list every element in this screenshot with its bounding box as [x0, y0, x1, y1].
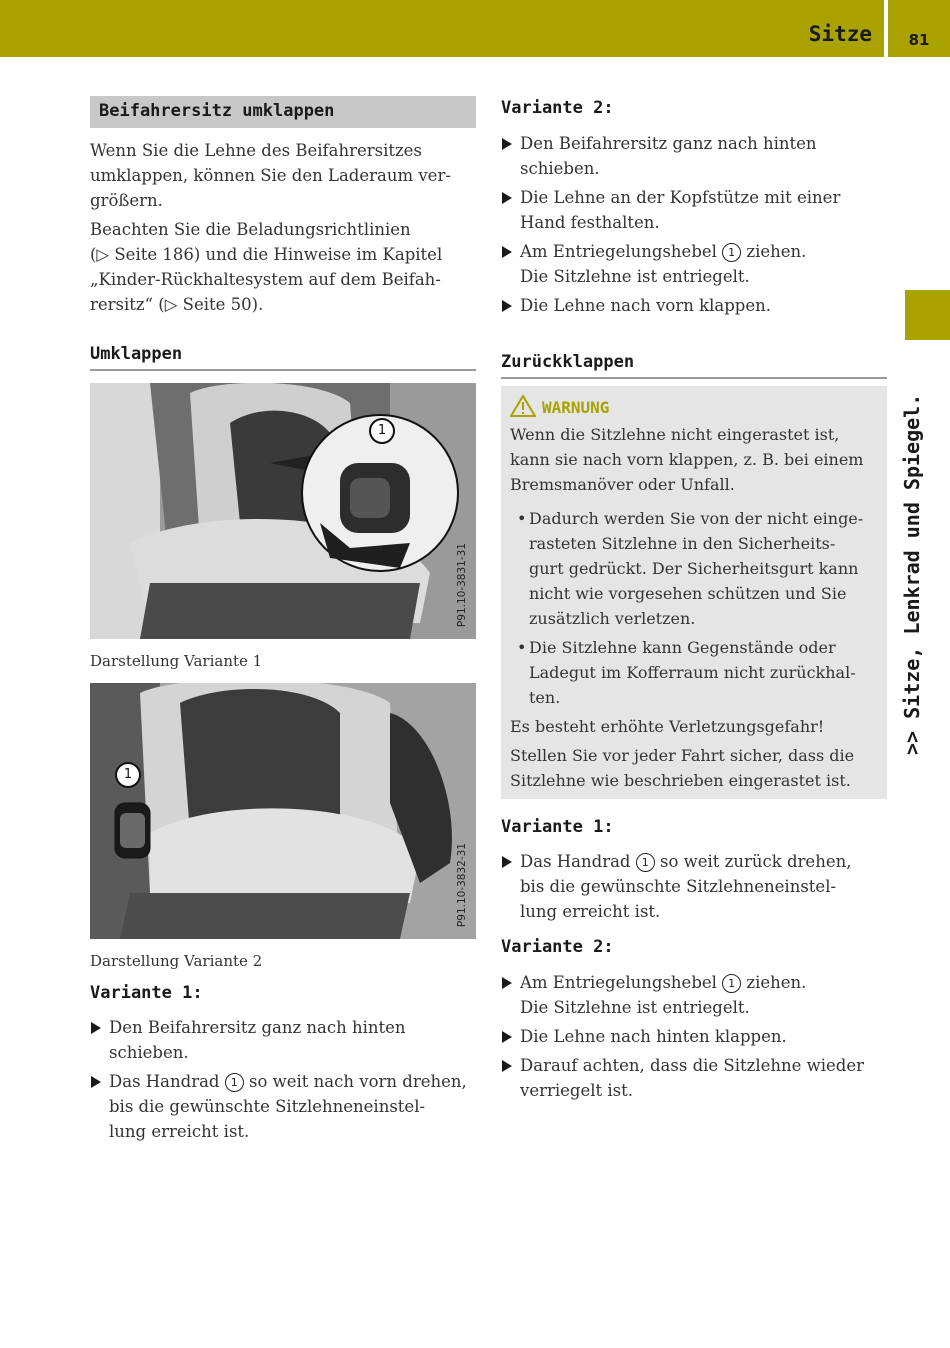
instruction-step	[501, 185, 887, 235]
step-text: schieben.	[520, 159, 600, 178]
step-text: Das Handrad	[109, 1072, 225, 1091]
step-text: bis die gewünschte Sitzlehneneinstel-	[520, 877, 837, 896]
warning-line: ten.	[529, 688, 561, 707]
intro-line: größern.	[90, 191, 163, 210]
step-text: Darauf achten, dass die Sitzlehne wieder	[520, 1056, 865, 1075]
step-text: schieben.	[109, 1043, 189, 1062]
variant-1-steps	[90, 1015, 476, 1144]
warning-line: Die Sitzlehne kann Gegenstände oder	[529, 638, 836, 657]
callout-number: 1	[225, 1073, 244, 1092]
instruction-step	[90, 1069, 476, 1144]
figure-1-caption: Darstellung Variante 1	[90, 652, 263, 670]
seat-illustration	[90, 683, 476, 939]
warning-line: Wenn die Sitzlehne nicht eingerastet ist,	[510, 425, 840, 444]
callout-1-marker: 1	[369, 418, 395, 444]
step-text: Hand festhalten.	[520, 213, 660, 232]
warning-risk: Es besteht erhöhte Verletzungsgefahr!	[510, 717, 825, 736]
arrow-bullet-icon	[91, 1022, 101, 1034]
variant-2-steps	[501, 131, 887, 318]
step-text: lung erreicht ist.	[109, 1122, 250, 1141]
step-text: Die Lehne an der Kopfstütze mit einer	[520, 188, 841, 207]
warning-header	[510, 395, 609, 417]
figure-code: P91.10-3832-31	[456, 843, 468, 928]
warning-line: Ladegut im Kofferraum nicht zurückhal-	[529, 663, 856, 682]
step-text: Am Entriegelungshebel	[520, 242, 723, 261]
intro-line: (▷ Seite 186) und die Hinweise im Kapitel	[90, 245, 443, 264]
arrow-bullet-icon	[502, 246, 512, 258]
variant-2-heading: Variante 2:	[501, 98, 614, 118]
step-text: bis die gewünschte Sitzlehneneinstel-	[109, 1097, 426, 1116]
back-variant-1-heading: Variante 1:	[501, 817, 614, 837]
figure-code: P91.10-3831-31	[456, 543, 468, 628]
warning-line: Bremsmanöver oder Unfall.	[510, 475, 735, 494]
figure-2-caption: Darstellung Variante 2	[90, 952, 263, 970]
warning-triangle-icon	[510, 395, 536, 417]
chapter-title: Sitze	[808, 22, 872, 46]
warning-line: Stellen Sie vor jeder Fahrt sicher, dass die	[510, 746, 855, 765]
back-variant-1-steps	[501, 849, 887, 924]
step-text: Die Lehne nach hinten klappen.	[520, 1027, 787, 1046]
arrow-bullet-icon	[502, 856, 512, 868]
heading-rule	[90, 369, 476, 371]
instruction-step	[501, 131, 887, 181]
warning-line: kann sie nach vorn klappen, z. B. bei einem	[510, 450, 864, 469]
side-chapter-label: >> Sitze, Lenkrad und Spiegel.	[900, 393, 924, 755]
step-text: so weit nach vorn drehen,	[243, 1072, 467, 1091]
arrow-bullet-icon	[502, 192, 512, 204]
instruction-step	[90, 1015, 476, 1065]
step-text: lung erreicht ist.	[520, 902, 661, 921]
step-text: Die Sitzlehne ist entriegelt.	[520, 998, 750, 1017]
back-variant-2-steps	[501, 970, 887, 1103]
warning-body	[510, 422, 882, 793]
side-thumb-tab	[905, 290, 950, 340]
warning-line: Dadurch werden Sie von der nicht einge-	[529, 509, 864, 528]
arrow-bullet-icon	[502, 300, 512, 312]
umklappen-heading-block	[90, 344, 476, 371]
warning-title: WARNUNG	[542, 398, 610, 417]
instruction-step	[501, 1053, 887, 1103]
step-text: ziehen.	[741, 973, 807, 992]
instruction-step	[501, 239, 887, 289]
zurueckklappen-heading-block	[501, 352, 887, 379]
step-text: Den Beifahrersitz ganz nach hinten	[520, 134, 817, 153]
step-text: Am Entriegelungshebel	[520, 973, 723, 992]
seat-photo-variant-2	[90, 683, 476, 939]
intro-paragraph	[90, 138, 476, 317]
warning-line: zusätzlich verletzen.	[529, 609, 696, 628]
bullet-dot: •	[517, 509, 527, 528]
arrow-bullet-icon	[502, 138, 512, 150]
callout-1-marker: 1	[115, 762, 141, 788]
callout-number: 1	[636, 853, 655, 872]
step-text: Das Handrad	[520, 852, 636, 871]
warning-line: gurt gedrückt. Der Sicherheitsgurt kann	[529, 559, 859, 578]
callout-number: 1	[722, 243, 741, 262]
back-variant-2-heading: Variante 2:	[501, 937, 614, 957]
warning-bullet	[510, 635, 882, 710]
step-text: so weit zurück drehen,	[654, 852, 852, 871]
seat-illustration	[90, 383, 476, 639]
bullet-dot: •	[517, 638, 527, 657]
step-text: Den Beifahrersitz ganz nach hinten	[109, 1018, 406, 1037]
intro-line: Beachten Sie die Beladungsrichtlinien	[90, 220, 411, 239]
warning-box	[501, 386, 887, 799]
step-text: ziehen.	[741, 242, 807, 261]
intro-line: rersitz“ (▷ Seite 50).	[90, 295, 264, 314]
callout-number: 1	[722, 974, 741, 993]
variant-1-heading: Variante 1:	[90, 983, 203, 1003]
instruction-step	[501, 970, 887, 1020]
arrow-bullet-icon	[91, 1076, 101, 1088]
intro-line: umklappen, können Sie den Laderaum ver-	[90, 166, 451, 185]
heading-rule	[501, 377, 887, 379]
seat-photo-variant-1	[90, 383, 476, 639]
arrow-bullet-icon	[502, 1031, 512, 1043]
instruction-step	[501, 849, 887, 924]
intro-line: „Kinder-Rückhaltesystem auf dem Beifah-	[90, 270, 441, 289]
arrow-bullet-icon	[502, 1060, 512, 1072]
section-title-box	[90, 96, 476, 128]
arrow-bullet-icon	[502, 977, 512, 989]
warning-line: nicht wie vorgesehen schützen und Sie	[529, 584, 847, 603]
step-text: Die Lehne nach vorn klappen.	[520, 296, 771, 315]
instruction-step	[501, 1024, 887, 1049]
zurueckklappen-heading: Zurückklappen	[501, 352, 635, 372]
step-text: Die Sitzlehne ist entriegelt.	[520, 267, 750, 286]
umklappen-heading: Umklappen	[90, 344, 183, 364]
intro-line: Wenn Sie die Lehne des Beifahrersitzes	[90, 141, 422, 160]
instruction-step	[501, 293, 887, 318]
page-number: 81	[908, 31, 930, 49]
warning-bullet	[510, 506, 882, 631]
warning-line: rasteten Sitzlehne in den Sicherheits-	[529, 534, 836, 553]
section-title: Beifahrersitz umklappen	[99, 101, 335, 121]
header-bar	[0, 0, 884, 57]
step-text: verriegelt ist.	[520, 1081, 634, 1100]
warning-line: Sitzlehne wie beschrieben eingerastet ist.	[510, 771, 851, 790]
